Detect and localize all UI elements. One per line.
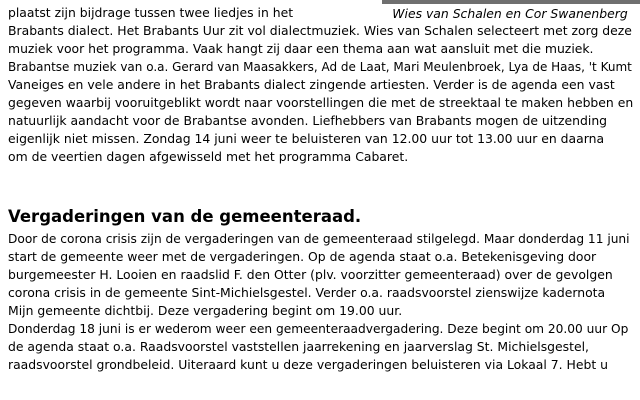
paragraph-line: Brabantse muziek van o.a. Gerard van Maasakkers, Ad de Laat, Mari Meulenbroek, Lya de Haas, 't Kumt <box>8 60 632 74</box>
paragraph-line: Brabants dialect. Het Brabants Uur zit vol dialectmuziek. Wies van Schalen selecteert met zorg deze <box>8 23 632 38</box>
paragraph-line: Mijn gemeente dichtbij. Deze vergadering begint om 19.00 uur. <box>8 303 403 318</box>
paragraph-line: eigenlijk niet missen. Zondag 14 juni weer te beluisteren van 12.00 uur tot 13.00 uur en daarna <box>8 131 605 146</box>
paragraph-line: gegeven waarbij vooruitgeblikt wordt naar voorstellingen die met de streektaal te maken hebben en <box>8 95 634 110</box>
photo-caption: Wies van Schalen en Cor Swanenberg <box>392 6 628 21</box>
section-heading: Vergaderingen van de gemeenteraad. <box>8 207 362 226</box>
paragraph-line: natuurlijk aandacht voor de Brabantse avonden. Liefhebbers van Brabants mogen de uitzending <box>8 113 608 128</box>
paragraph-line: start de gemeente weer met de vergaderingen. Op de agenda staat o.a. Betekenisgeving door <box>8 249 597 264</box>
paragraph-line: muziek voor het programma. Vaak hangt zij daar een thema aan wat aansluit met die muziek. <box>8 41 594 56</box>
paragraph-line: Vaneiges en vele andere in het Brabants dialect zingende artiesten. Verder is de agenda een vast <box>8 77 615 92</box>
paragraph-line: burgemeester H. Looien en raadslid F. den Otter (plv. voorzitter gemeenteraad) over de gevolgen <box>8 267 613 282</box>
paragraph-line: corona crisis in de gemeente Sint-Michielsgestel. Verder o.a. raadsvoorstel zienswijze kadernota <box>8 285 606 300</box>
paragraph-line: de agenda staat o.a. Raadsvoorstel vaststellen jaarrekening en jaarverslag St. Michielsgestel, <box>8 339 589 354</box>
paragraph-line: om de veertien dagen afgewisseld met het programma Cabaret. <box>8 149 409 164</box>
paragraph-line: raadsvoorstel grondbeleid. Uiteraard kunt u deze vergaderingen beluisteren via Lokaal 7. Hebt u <box>8 357 608 372</box>
paragraph-line: Door de corona crisis zijn de vergaderingen van de gemeenteraad stilgelegd. Maar donderdag 11 juni <box>8 232 630 246</box>
paragraph-line: plaatst zijn bijdrage tussen twee liedjes in het <box>8 5 294 20</box>
photo <box>382 0 640 4</box>
paragraph-line: Donderdag 18 juni is er wederom weer een gemeenteraadvergadering. Deze begint om 20.00 uur Op <box>8 322 629 336</box>
